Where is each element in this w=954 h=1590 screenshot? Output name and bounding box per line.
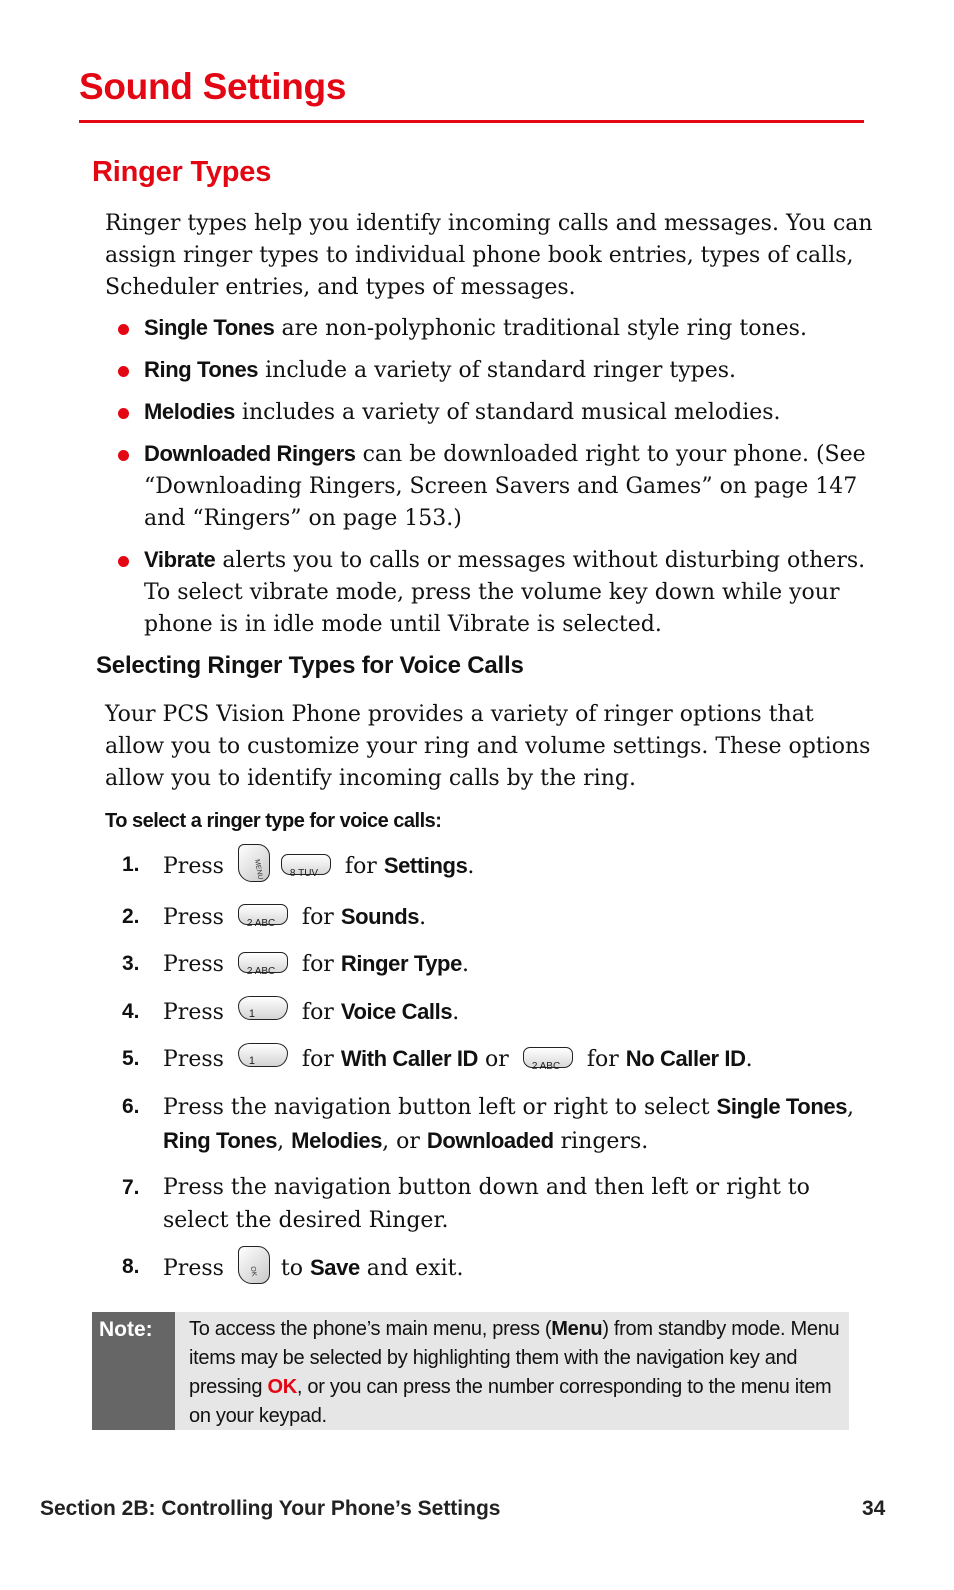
key-2-icon: 2 ABC: [238, 904, 288, 925]
step-number: 5.: [122, 1047, 140, 1070]
step-number: 8.: [122, 1255, 140, 1278]
bullet-term: Single Tones: [144, 315, 275, 340]
list-item: [116, 354, 876, 387]
step-target: Ring Tones: [163, 1127, 278, 1153]
step-text: Press: [163, 1256, 224, 1281]
bullet-term: Ring Tones: [144, 357, 259, 382]
step-text: Press the navigation button left or right to select: [163, 1094, 717, 1120]
bullet-dot-icon: [118, 556, 129, 567]
step-target: Melodies: [291, 1127, 383, 1153]
menu-key-icon: MENU: [238, 844, 270, 882]
bullet-term: Downloaded Ringers: [144, 441, 356, 466]
step-text: for: [301, 904, 334, 930]
note-box: [92, 1312, 849, 1430]
step-text: for: [301, 999, 334, 1025]
note-label-bar: [92, 1312, 175, 1430]
note-ok-term: OK: [267, 1376, 297, 1398]
list-item: [116, 312, 876, 345]
step-target: Single Tones: [716, 1093, 848, 1119]
procedure-steps: [122, 848, 862, 1302]
step-target: No Caller ID: [625, 1046, 746, 1071]
step-target: Save: [310, 1255, 360, 1280]
bullet-dot-icon: [118, 450, 129, 461]
step-target: Voice Calls: [340, 998, 453, 1024]
ok-key-icon: OK: [238, 1246, 270, 1284]
key-1-icon: 1: [238, 996, 288, 1020]
list-item: [116, 438, 876, 535]
step-number: 7.: [122, 1175, 140, 1199]
note-menu-term: Menu: [551, 1318, 603, 1340]
step-target: Settings: [383, 853, 468, 878]
step-text: Press: [163, 952, 224, 977]
step-number: 3.: [122, 952, 140, 975]
subsection-intro: Your PCS Vision Phone provides a variety of ringer options that allow you to customize your ring and volume settings. These options allow you to identify incoming calls by the ring.: [105, 702, 871, 791]
step-text: or: [485, 1047, 509, 1072]
key-1-icon: 1: [238, 1043, 288, 1067]
bullet-dot-icon: [118, 324, 129, 335]
bullet-text: can be downloaded right to your phone. (See “Downloading Ringers, Screen Savers and Games” on page 147 and “Ringers” on page 153.): [144, 442, 866, 531]
step-number: 1.: [122, 853, 140, 876]
bullet-text: are non-polyphonic traditional style ring tones.: [274, 316, 807, 341]
bullet-text: alerts you to calls or messages without disturbing others. To select vibrate mode, press the volume key down while your phone is in idle mode until Vibrate is selected.: [144, 548, 866, 637]
step-number: 4.: [122, 999, 140, 1023]
bullet-text: include a variety of standard ringer types.: [258, 358, 737, 383]
bullet-dot-icon: [118, 366, 129, 377]
step-text: Press: [163, 854, 224, 879]
step-item: 8. Press OK to Save and exit.: [122, 1250, 862, 1288]
title-rule: [79, 120, 864, 123]
note-label: Note:: [99, 1318, 153, 1341]
step-item: 3. Press 2 ABC for Ringer Type.: [122, 947, 862, 981]
key-2-icon: 2 ABC: [238, 952, 288, 973]
step-target: Ringer Type: [340, 951, 462, 976]
step-item: 6. Press the navigation button left or right to select Single Tones, Ring Tones, Melodies, or Downloaded ringers.: [122, 1090, 862, 1158]
step-text: to: [280, 1256, 304, 1281]
step-item: 5. Press 1 for With Caller ID or 2 ABC for No Caller ID.: [122, 1042, 862, 1076]
list-item: [116, 544, 876, 641]
step-text: Press: [163, 904, 224, 930]
step-text: for: [301, 1047, 334, 1072]
step-text: Press: [163, 1047, 224, 1072]
procedure-lead: To select a ringer type for voice calls:: [105, 810, 442, 832]
subsection-heading: Selecting Ringer Types for Voice Calls: [96, 652, 524, 679]
step-text: for: [301, 952, 334, 977]
step-text: for: [586, 1047, 619, 1072]
list-item: [116, 396, 876, 429]
step-number: 2.: [122, 904, 140, 928]
section-intro: Ringer types help you identify incoming calls and messages. You can assign ringer types to individual phone book entries, types of calls, Scheduler entries, and types of messages.: [105, 211, 873, 300]
step-item: [122, 1171, 862, 1237]
bullet-term: Vibrate: [144, 547, 216, 572]
step-item: 2. Press 2 ABC for Sounds.: [122, 900, 862, 934]
section-heading: Ringer Types: [92, 156, 272, 188]
step-target: With Caller ID: [340, 1046, 479, 1071]
bullet-text: includes a variety of standard musical melodies.: [234, 400, 781, 425]
step-target: Sounds: [340, 903, 420, 929]
key-2-icon: 2 ABC: [523, 1047, 573, 1068]
footer-page-number: 34: [862, 1497, 886, 1520]
note-text: To access the phone’s main menu, press (Menu) from standby mode. Menu items may be selected by highlighting them with the navigation key and pressing OK, or you can press the number corresponding to the menu item on your keypad.: [189, 1318, 840, 1427]
footer-section: Section 2B: Controlling Your Phone’s Settings: [40, 1497, 501, 1520]
step-item: 1. Press MENU 8 TUV for Settings.: [122, 848, 862, 886]
bullet-dot-icon: [118, 408, 129, 419]
key-8-icon: 8 TUV: [281, 854, 331, 875]
step-text: for: [344, 854, 377, 879]
step-target: Downloaded: [426, 1127, 554, 1153]
page-title: Sound Settings: [79, 66, 347, 107]
step-number: 6.: [122, 1094, 140, 1118]
step-text: Press: [163, 999, 224, 1025]
step-text: Press the navigation button down and then left or right to select the desired Ringer.: [163, 1174, 810, 1233]
bullet-term: Melodies: [144, 399, 235, 424]
ringer-type-list: [116, 312, 876, 650]
step-item: 4. Press 1 for Voice Calls.: [122, 995, 862, 1029]
